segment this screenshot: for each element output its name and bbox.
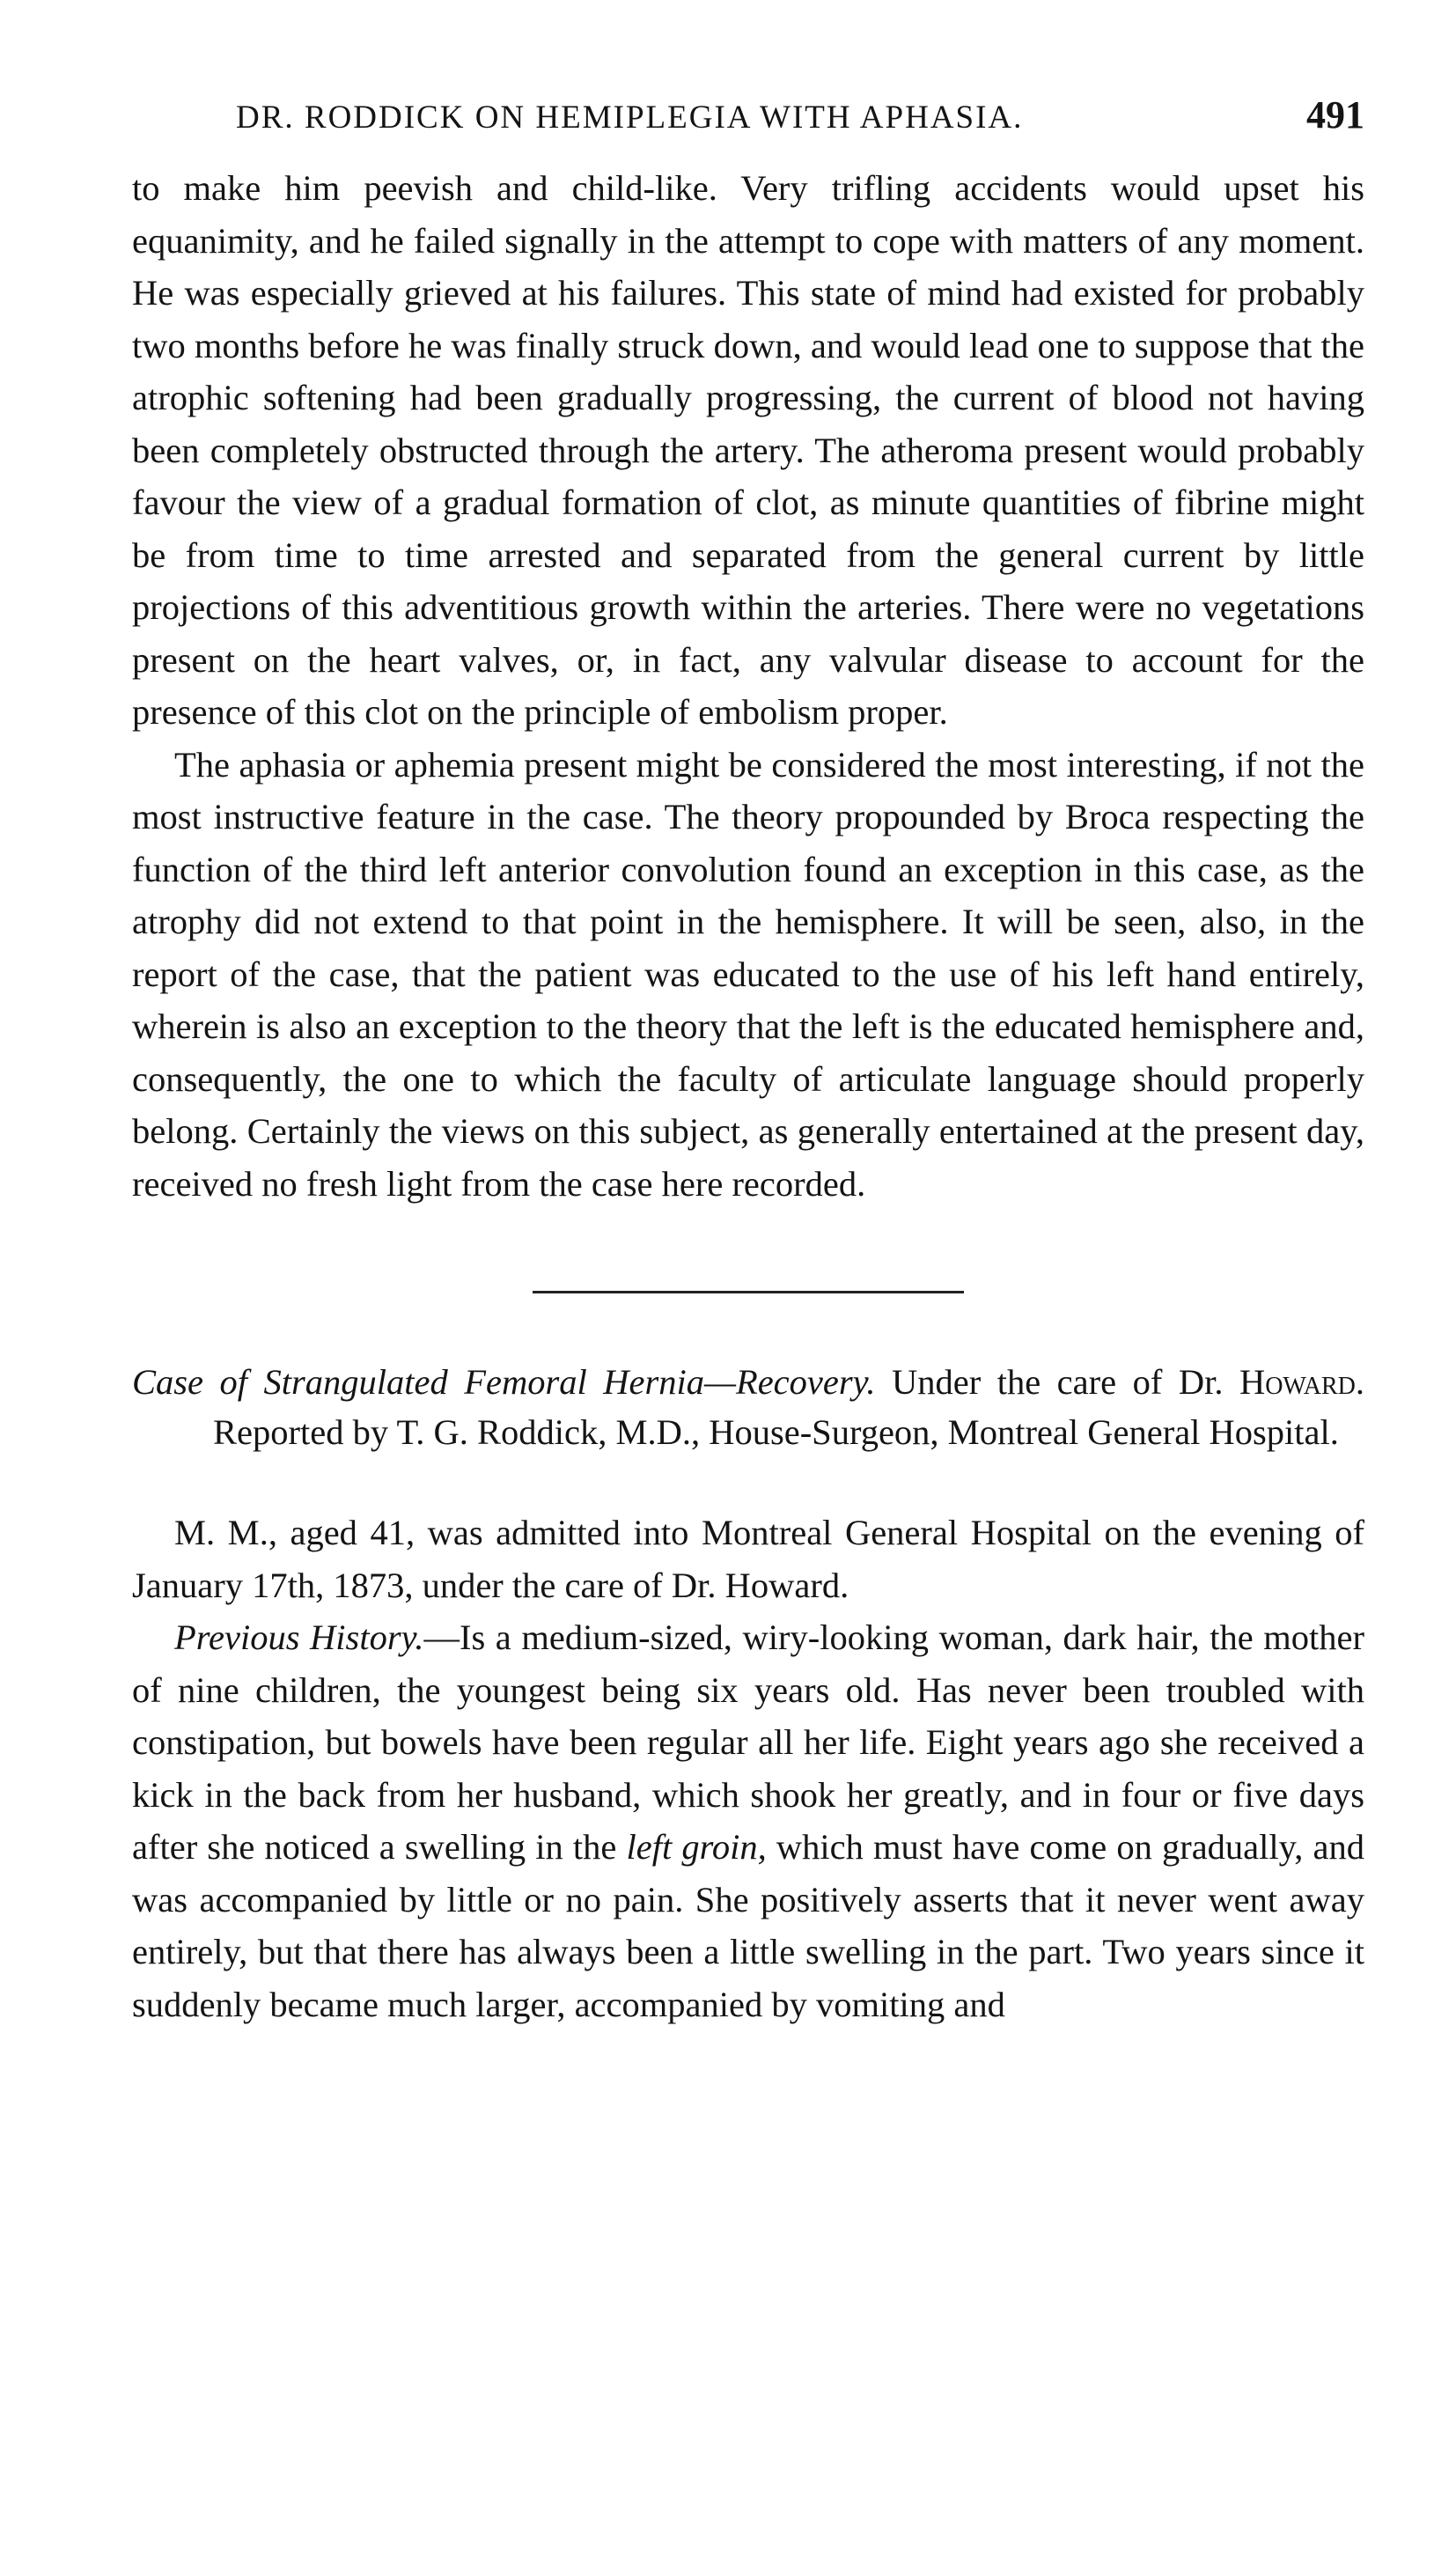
history-paragraph <box>132 1611 1364 2030</box>
care-prefix: Under the care of Dr. <box>891 1362 1224 1402</box>
section-divider <box>533 1291 964 1293</box>
book-page <box>132 92 1364 2030</box>
running-title: DR. RODDICK ON HEMIPLEGIA WITH APHASIA. <box>236 99 1024 136</box>
page-number: 491 <box>1306 93 1364 136</box>
reported-by: . Reported by T. G. Roddick, M.D., House-Surgeon, Montreal General Hospital. <box>213 1362 1364 1452</box>
case-heading <box>132 1357 1364 1457</box>
history-emphasis: left groin, <box>626 1827 767 1867</box>
running-head <box>236 92 1364 137</box>
history-text: —Is a medium-sized, wiry-looking woman, dark hair, the mother of nine children, the youngest being six years old. Has never been troubled with constipation, but bowels have been regular all her life. Eight years ago she received a kick in the back from her husband, which shook her greatly, and in four or five days after she noticed a swelling in the <box>132 1617 1364 1867</box>
physician-name: Howard <box>1239 1362 1356 1402</box>
body-paragraph: to make him peevish and child-like. Very trifling accidents would upset his equanimity, and he failed signally in the attempt to cope with matters of any moment. He was especially grieved at his failures. This state of mind had existed for probably two months before he was finally struck down, and would lead one to suppose that the atrophic softening had been gradually progressing, the current of blood not having been completely obstructed through the artery. The atheroma present would probably favour the view of a gradual formation of clot, as minute quantities of fibrine might be from time to time arrested and separated from the general current by little projections of this adventitious growth within the arteries. There were no vegetations present on the heart valves, or, in fact, any valvular disease to account for the presence of this clot on the principle of embolism proper. <box>132 168 1364 732</box>
history-text-continued: which must have come on gradually, and was accompanied by little or no pain. She positively asserts that it never went away entirely, but that there has always been a little swelling in the part. Two years since it suddenly became much larger, accompanied by vomiting and <box>132 1827 1365 2024</box>
body-paragraph: The aphasia or aphemia present might be considered the most interesting, if not the most instructive feature in the case. The theory propounded by Broca respecting the function of the third left anterior convolution found an exception in this case, as the atrophy did not extend to that point in the hemisphere. It will be seen, also, in the report of the case, that the patient was educated to the use of his left hand entirely, wherein is also an exception to the theory that the left is the educated hemisphere and, consequently, the one to which the faculty of articulate language should properly belong. Certainly the views on this subject, as generally entertained at the present day, received no fresh light from the case here recorded. <box>132 744 1364 1204</box>
case-title: Case of Strangulated Femoral Hernia—Recovery. <box>132 1362 876 1402</box>
case-body <box>132 1507 1364 2030</box>
history-label: Previous History. <box>174 1617 424 1657</box>
admission-paragraph: M. M., aged 41, was admitted into Montreal General Hospital on the evening of January 17th, 1873, under the care of Dr. Howard. <box>132 1513 1364 1605</box>
